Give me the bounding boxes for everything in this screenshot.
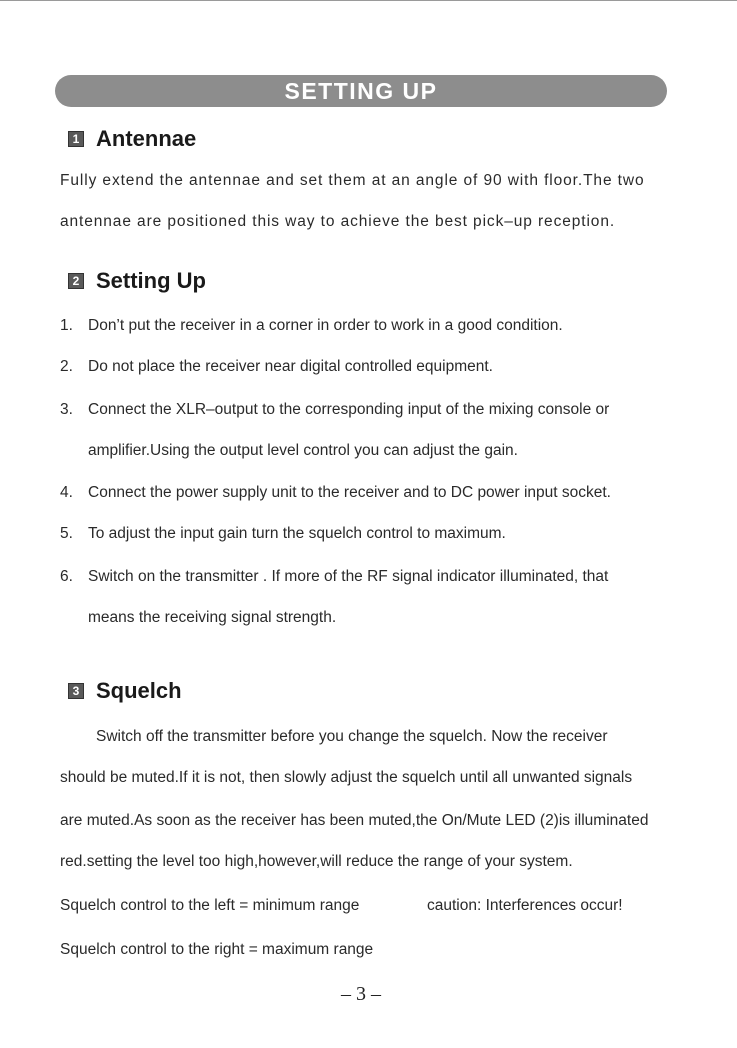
antennae-heading bbox=[68, 126, 196, 152]
section-banner bbox=[55, 75, 667, 107]
section-number-badge: 3 bbox=[68, 683, 84, 699]
squelch-text-line: are muted.As soon as the receiver has been muted,the On/Mute LED (2)is illuminated bbox=[60, 812, 649, 829]
list-item-text: Connect the XLR–output to the corresponding input of the mixing console or bbox=[88, 401, 610, 418]
list-item-text: Connect the power supply unit to the receiver and to DC power input socket. bbox=[88, 484, 611, 501]
caution-note: caution: Interferences occur! bbox=[427, 897, 623, 914]
list-item-text: To adjust the input gain turn the squelch control to maximum. bbox=[88, 525, 506, 542]
banner-title: SETTING UP bbox=[284, 77, 438, 104]
squelch-text-line: Switch off the transmitter before you change the squelch. Now the receiver bbox=[96, 728, 608, 745]
list-item-number: 3. bbox=[60, 401, 73, 418]
list-item-text: Don’t put the receiver in a corner in order to work in a good condition. bbox=[88, 317, 563, 334]
antennae-text-line: Fully extend the antennae and set them at an angle of 90 with floor.The two bbox=[60, 172, 645, 189]
list-item-number: 2. bbox=[60, 358, 73, 375]
squelch-left-note: Squelch control to the left = minimum range bbox=[60, 897, 360, 914]
list-item-text: means the receiving signal strength. bbox=[88, 609, 337, 626]
squelch-right-note: Squelch control to the right = maximum range bbox=[60, 941, 374, 958]
page-number: – 3 – bbox=[341, 983, 381, 1005]
squelch-text-line: should be muted.If it is not, then slowly adjust the squelch until all unwanted signals bbox=[60, 769, 633, 786]
section-number-badge: 1 bbox=[68, 131, 84, 147]
section-number-badge: 2 bbox=[68, 273, 84, 289]
section-title: Setting Up bbox=[96, 268, 206, 293]
list-item-number: 5. bbox=[60, 525, 73, 542]
list-item-number: 4. bbox=[60, 484, 73, 501]
squelch-heading bbox=[68, 678, 182, 704]
list-item-text: Switch on the transmitter . If more of the RF signal indicator illuminated, that bbox=[88, 568, 609, 585]
list-item-number: 6. bbox=[60, 568, 73, 585]
section-title: Squelch bbox=[96, 678, 182, 703]
list-item-text: amplifier.Using the output level control you can adjust the gain. bbox=[88, 442, 518, 459]
setting-up-heading bbox=[68, 268, 206, 294]
squelch-text-line: red.setting the level too high,however,will reduce the range of your system. bbox=[60, 853, 573, 870]
antennae-text-line: antennae are positioned this way to achieve the best pick–up reception. bbox=[60, 213, 616, 230]
top-border-line bbox=[0, 0, 737, 1]
list-item-number: 1. bbox=[60, 317, 73, 334]
list-item-text: Do not place the receiver near digital controlled equipment. bbox=[88, 358, 493, 375]
section-title: Antennae bbox=[96, 126, 197, 151]
